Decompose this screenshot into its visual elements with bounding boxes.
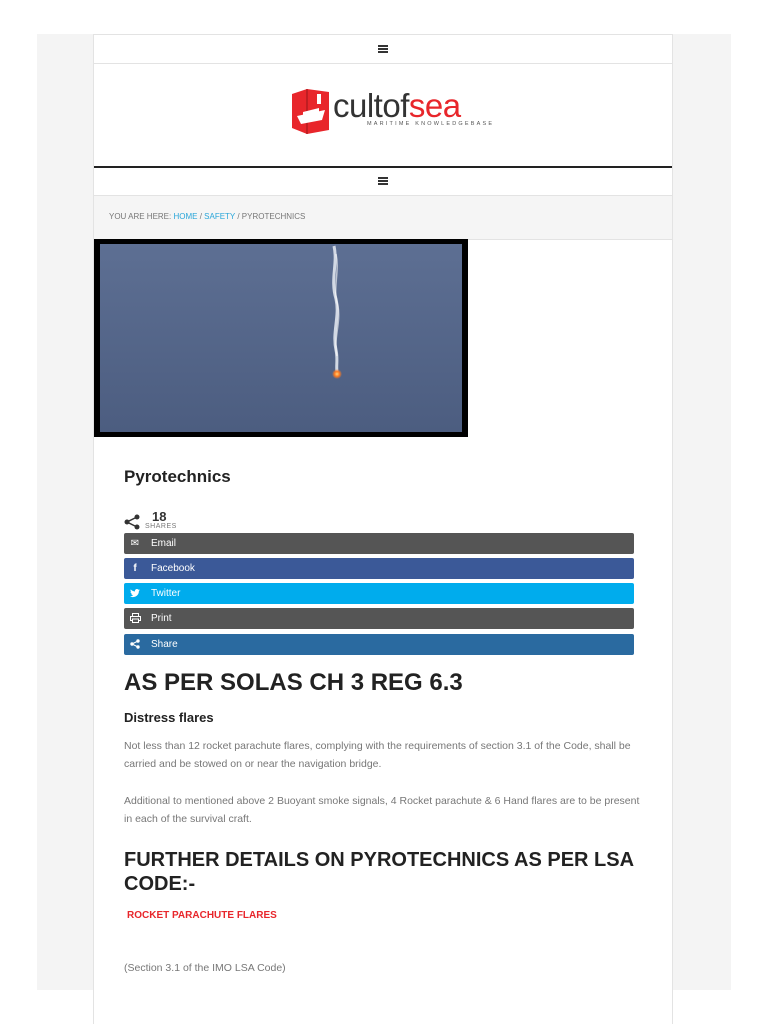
logo-wordmark: cultofsea [333, 87, 461, 124]
site-header [94, 64, 672, 167]
heading-further-details: FURTHER DETAILS ON PYROTECHNICS AS PER LSA CODE:- [124, 849, 634, 895]
top-navigation [94, 34, 672, 64]
share-counter [124, 509, 204, 531]
page-container [93, 34, 673, 1024]
breadcrumb-safety-link[interactable]: SAFETY [204, 212, 236, 221]
print-icon [124, 608, 146, 629]
subheading-distress-flares: Distress flares [124, 710, 214, 725]
share-facebook-button[interactable]: f Facebook [124, 558, 634, 579]
twitter-icon [124, 583, 146, 604]
share-icon [124, 634, 146, 655]
featured-image [94, 239, 468, 437]
site-logo[interactable] [289, 86, 495, 136]
paragraph-rocket-flares: Not less than 12 rocket parachute flares, complying with the requirements of section 3.1 of the Code, shall be carried and be stowed on or near the navigation bridge. [124, 740, 631, 770]
share-counter-icon [124, 514, 140, 530]
heading-solas: AS PER SOLAS CH 3 REG 6.3 [124, 669, 463, 696]
share-twitter-button[interactable]: Twitter [124, 583, 634, 604]
main-menu-icon[interactable] [378, 177, 388, 185]
share-print-button[interactable]: Print [124, 608, 634, 629]
email-icon: ✉ [130, 538, 140, 549]
paragraph-survival-craft: Additional to mentioned above 2 Buoyant smoke signals, 4 Rocket parachute & 6 Hand flares are to be present in each of the survival craft. [124, 795, 640, 825]
book-ship-icon [289, 86, 333, 136]
breadcrumb-current: PYROTECHNICS [241, 212, 306, 221]
facebook-icon: f [133, 563, 137, 574]
share-email-button[interactable]: ✉ Email [124, 533, 634, 554]
label-rocket-parachute-flares: ROCKET PARACHUTE FLARES [127, 910, 277, 921]
top-menu-icon[interactable] [378, 45, 388, 53]
flare-photo [100, 244, 462, 432]
share-count-label: SHARES [145, 523, 177, 530]
paragraph-lsa-section: (Section 3.1 of the IMO LSA Code) [124, 962, 286, 974]
breadcrumb-home-link[interactable]: HOME [173, 212, 198, 221]
share-share-button[interactable]: Share [124, 634, 634, 655]
post-title: Pyrotechnics [124, 467, 231, 486]
share-count: 18 [152, 509, 167, 524]
breadcrumb: YOU ARE HERE: HOME / SAFETY / PYROTECHNICS [94, 196, 672, 240]
logo-tagline: MARITIME KNOWLEDGEBASE [367, 121, 495, 127]
main-navigation [94, 166, 672, 196]
